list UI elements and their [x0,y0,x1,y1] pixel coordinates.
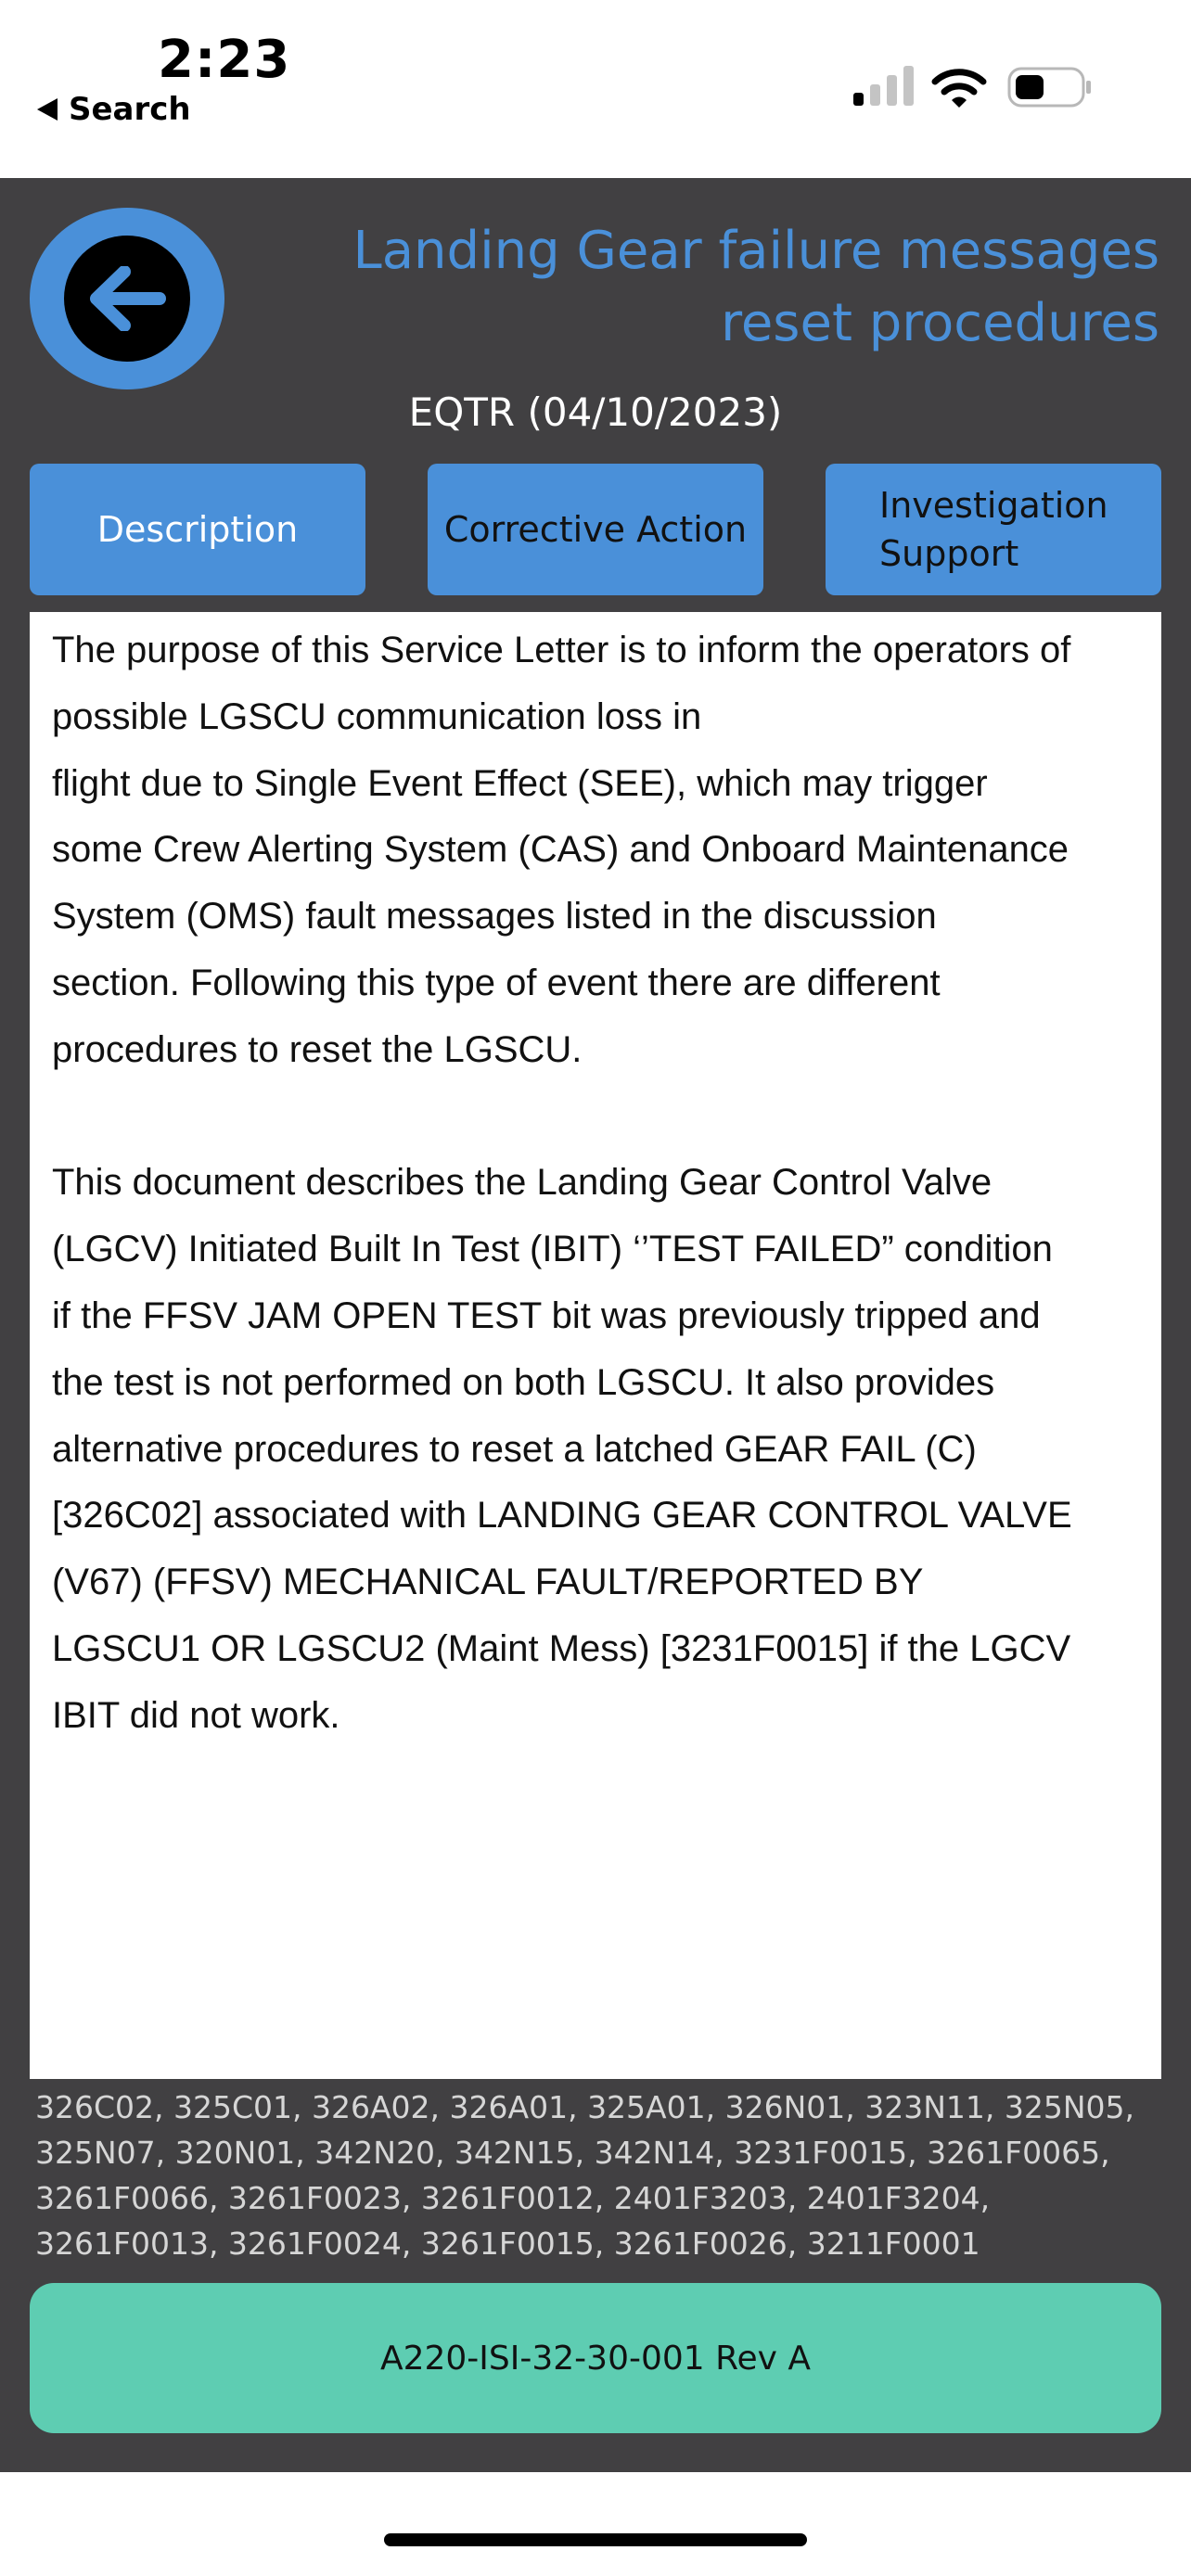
home-indicator[interactable] [384,2533,807,2546]
back-to-search-link[interactable] [37,91,191,128]
tab-description[interactable]: Description [30,464,365,595]
app-screen [0,178,1191,2472]
status-time: 2:23 [158,30,291,90]
tab-investigation-support[interactable]: Investigation Support [826,464,1161,595]
page-subtitle: EQTR (04/10/2023) [408,389,783,435]
arrow-left-icon [87,266,167,331]
document-reference-label: A220-ISI-32-30-001 Rev A [379,2339,812,2378]
back-button[interactable] [30,208,224,389]
document-reference-button[interactable] [30,2283,1161,2433]
back-triangle-icon [37,98,58,121]
status-bar [0,0,1191,178]
wifi-icon [931,67,987,109]
back-button-inner [64,236,190,362]
fault-code-list: 326C02, 325C01, 326A02, 326A01, 325A01, 326N01, 323N11, 325N05, 325N07, 320N01, 342N20, 342N15, 342N14, 3231F0015, 3261F0065, 3261F0066, 3261F0023, 3261F0012, 2401F3203, 2401F3204, 3261F0013, 3261F0024, 3261F0015, 3261F0026, 3211F0001 [35,2089,1135,2262]
battery-icon [1007,67,1093,108]
tab-corrective-action[interactable]: Corrective Action [428,464,763,595]
page-title: Landing Gear failure messages reset procedures [352,221,1159,353]
tab-bar [30,464,1161,595]
back-to-search-label: Search [69,91,191,128]
home-area [0,2472,1191,2576]
description-text: The purpose of this Service Letter is to inform the operators of possible LGSCU communication loss in flight due to Single Event Effect (SEE), which may trigger some Crew Alerting System (CAS) and Onboard Maintenance System (OMS) fault messages listed in the discussion section. Following this type of event there are different procedures to reset the LGSCU. This document describes the Landing Gear Control Valve (LGCV) Initiated Built In Test (IBIT) ‘’TEST FAILED” condition if the FFSV JAM OPEN TEST bit was previously tripped and the test is not performed on both LGSCU. It also provides alternative procedures to reset a latched GEAR FAIL (C) [326C02] associated with LANDING GEAR CONTROL VALVE (V67) (FFSV) MECHANICAL FAULT/REPORTED BY LGSCU1 OR LGSCU2 (Maint Mess) [3231F0015] if the LGCV IBIT did not work. [30,612,1161,2079]
cellular-signal-icon [852,65,916,108]
